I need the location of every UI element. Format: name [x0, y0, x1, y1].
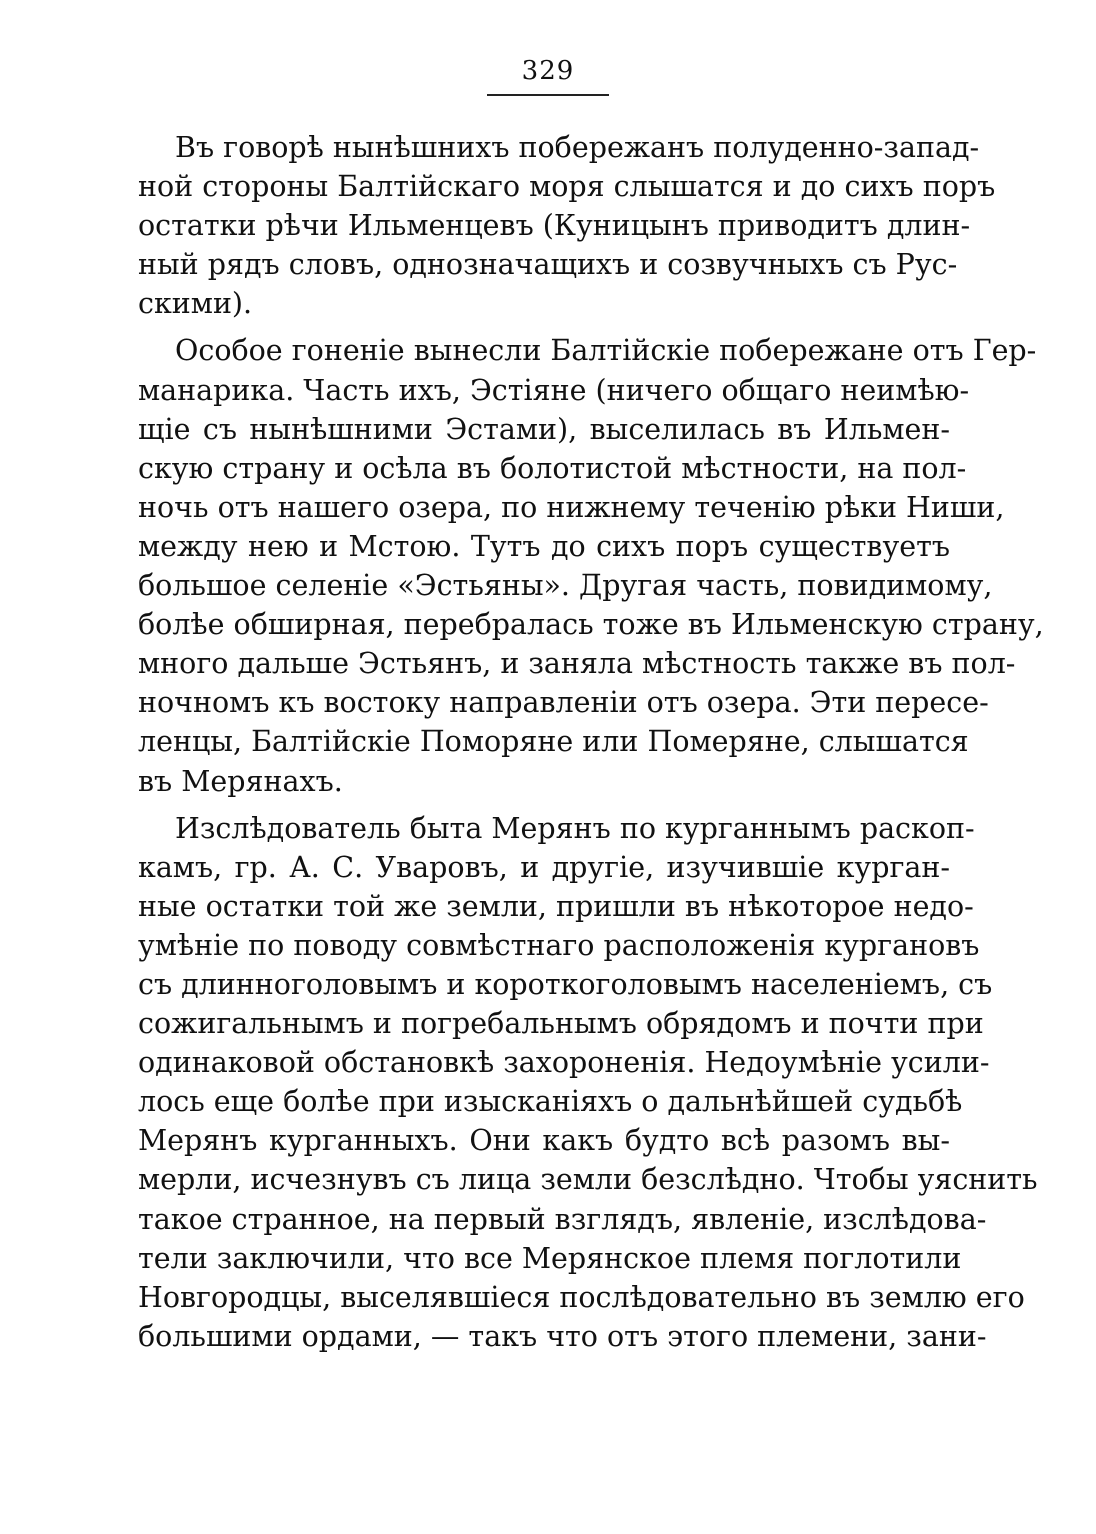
text-line: тели заключили, что все Мерянское племя поглотили	[138, 1241, 962, 1275]
text-line: Особое гоненіе вынесли Балтійскіе побережане отъ Гер-	[175, 334, 1037, 368]
text-line: камъ, гр. А. С. Уваровъ, и другіе, изучившіе курган-	[138, 850, 950, 884]
text-line: лось еще болѣе при изысканіяхъ о дальнѣйшей судьбѣ	[138, 1085, 963, 1119]
text-line: ленцы, Балтійскіе Поморяне или Померяне, слышатся	[138, 725, 969, 759]
text-line: болѣе обширная, перебралась тоже въ Ильменскую страну,	[138, 608, 1044, 642]
text-line: много дальше Эстьянъ, и заняла мѣстность также въ пол-	[138, 647, 1016, 681]
paragraph	[138, 809, 1038, 1356]
text-line: между нею и Мстою. Тутъ до сихъ поръ существуетъ	[138, 529, 950, 563]
text-line: Изслѣдователь быта Мерянъ по курганнымъ раскоп-	[175, 811, 975, 845]
header-rule	[487, 94, 609, 96]
text-line: щіе съ нынѣшними Эстами), выселилась въ Ильмен-	[138, 412, 950, 446]
page-number: 329	[521, 56, 575, 86]
text-line: умѣніе по поводу совмѣстнаго расположенія кургановъ	[138, 928, 980, 962]
text-line: скую страну и осѣла въ болотистой мѣстности, на пол-	[138, 451, 967, 485]
text-line: Въ говорѣ нынѣшнихъ побережанъ полуденно-запад-	[175, 131, 980, 164]
paragraph	[138, 128, 996, 323]
text-line: ной стороны Балтійскаго моря слышатся и до сихъ поръ	[138, 170, 996, 204]
text-line: одинаковой обстановкѣ захороненія. Недоумѣніе усили-	[138, 1046, 990, 1080]
text-line: сожигальнымъ и погребальнымъ обрядомъ и почти при	[138, 1007, 984, 1041]
text-line: съ длинноголовымъ и короткоголовымъ населеніемъ, съ	[138, 967, 993, 1001]
text-line: такое странное, на первый взглядъ, явленіе, изслѣдова-	[138, 1202, 987, 1236]
paragraph	[138, 331, 1044, 800]
text-line: большое селеніе «Эстьяны». Другая часть, повидимому,	[138, 569, 993, 603]
text-line: ночномъ къ востоку направленіи отъ озера. Эти пересе-	[138, 686, 989, 720]
text-line: скими).	[138, 287, 253, 321]
text-line: въ Мерянахъ.	[138, 764, 343, 798]
text-line: остатки рѣчи Ильменцевъ (Куницынъ приводитъ длин-	[138, 209, 971, 243]
text-line: ные остатки той же земли, пришли въ нѣкоторое недо-	[138, 889, 974, 923]
text-line: манарика. Часть ихъ, Эстіяне (ничего общаго неимѣю-	[138, 373, 970, 407]
text-line: ночь отъ нашего озера, по нижнему теченію рѣки Ниши,	[138, 490, 1005, 524]
text-line: большими ордами, — такъ что отъ этого племени, зани-	[138, 1319, 987, 1353]
text-line: Мерянъ курганныхъ. Они какъ будто всѣ разомъ вы-	[138, 1124, 950, 1158]
text-line: мерли, исчезнувъ съ лица земли безслѣдно. Чтобы уяснить	[138, 1163, 1038, 1197]
text-line: ный рядъ словъ, однозначащихъ и созвучныхъ съ Рус-	[138, 248, 958, 282]
body-text	[138, 128, 1044, 1356]
text-line: Новгородцы, выселявшіеся послѣдовательно въ землю его	[138, 1280, 1025, 1314]
